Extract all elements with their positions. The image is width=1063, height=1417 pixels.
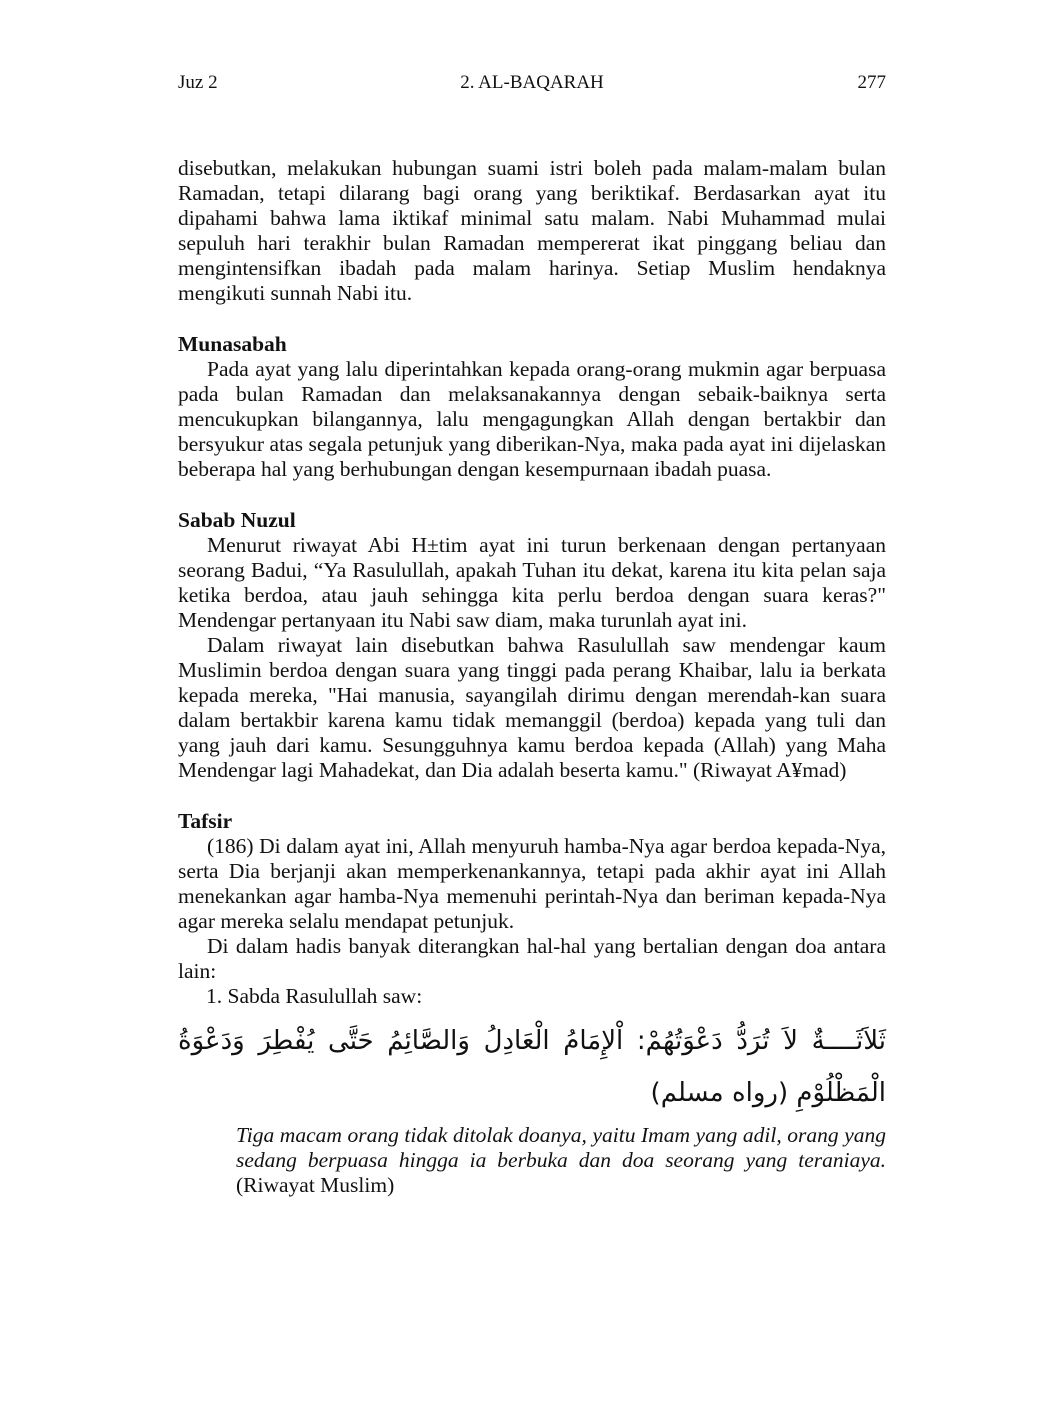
sabab-nuzul-paragraph-2: Dalam riwayat lain disebutkan bahwa Rasulullah saw mendengar kaum Muslimin berdoa dengan suara yang tinggi pada perang Khaibar, lalu ia berkata kepada mereka, "Hai manusia, sayangilah dirimu dengan merendah-kan suara dalam bertakbir karena kamu tidak memanggil (berdoa) kepada yang tuli dan yang jauh dari kamu. Sesungguhnya kamu berdoa kepada (Allah) yang Maha Mendengar lagi Mahadekat, dan Dia adalah beserta kamu." (Riwayat A¥mad) (178, 633, 886, 782)
munasabah-heading: Munasabah (178, 332, 287, 356)
translation-source: (Riwayat Muslim) (236, 1173, 395, 1197)
tafsir-heading: Tafsir (178, 809, 233, 833)
arabic-hadith: ثَلاَثَــــةٌ لاَ تُرَدُّ دَعْوَتُهُمْ: اْلإِمَامُ الْعَادِلُ وَالصَّائِمُ حَتَّى يُفْطِرَ وَدَعْوَةُ الْمَظْلُوْمِ (رواه مسلم) (178, 1026, 886, 1108)
munasabah-text: Pada ayat yang lalu diperintahkan kepada orang-orang mukmin agar berpuasa pada bulan Ramadan dan melaksanakannya dengan sebaik-baiknya serta mencukupkan bilangannya, lalu mengagungkan Allah dengan bertakbir dan bersyukur atas segala petunjuk yang diberikan-Nya, maka pada ayat ini dijelaskan beberapa hal yang berhubungan dengan kesempurnaan ibadah puasa. (178, 357, 886, 481)
translation-text: Tiga macam orang tidak ditolak doanya, yaitu Imam yang adil, orang yang sedang berpuasa hingga ia berbuka dan doa seorang yang teraniaya. (236, 1123, 886, 1172)
tafsir-paragraph-1: (186) Di dalam ayat ini, Allah menyuruh hamba-Nya agar berdoa kepada-Nya, serta Dia berjanji akan memperkenankannya, tetapi pada akhir ayat ini Allah menekankan agar hamba-Nya memenuhi perintah-Nya dan beriman kepada-Nya agar mereka selalu mendapat petunjuk. (178, 834, 886, 933)
page-header (178, 72, 886, 98)
tafsir-paragraph-2: Di dalam hadis banyak diterangkan hal-hal yang bertalian dengan doa antara lain: (178, 934, 886, 983)
sabab-nuzul-heading: Sabab Nuzul (178, 508, 296, 532)
surah-title: 2. AL-BAQARAH (460, 72, 604, 93)
hadith-translation (178, 1123, 886, 1198)
page-body (178, 156, 886, 1198)
intro-paragraph: disebutkan, melakukan hubungan suami istri boleh pada malam-malam bulan Ramadan, tetapi dilarang bagi orang yang beriktikaf. Berdasarkan ayat itu dipahami bahwa lama iktikaf minimal satu malam. Nabi Muhammad mulai sepuluh hari terakhir bulan Ramadan mempererat ikat pinggang beliau dan mengintensifkan ibadah pada malam harinya. Setiap Muslim hendaknya mengikuti sunnah Nabi itu. (178, 156, 886, 305)
list-item: 1. Sabda Rasulullah saw: (206, 984, 423, 1008)
page-number: 277 (857, 72, 886, 93)
juz-label: Juz 2 (178, 72, 218, 93)
sabab-nuzul-paragraph-1: Menurut riwayat Abi H±tim ayat ini turun berkenaan dengan pertanyaan seorang Badui, “Ya Rasulullah, apakah Tuhan itu dekat, karena itu kita pelan saja ketika berdoa, atau jauh sehingga kita perlu berdoa dengan suara keras?" Mendengar pertanyaan itu Nabi saw diam, maka turunlah ayat ini. (178, 533, 886, 632)
